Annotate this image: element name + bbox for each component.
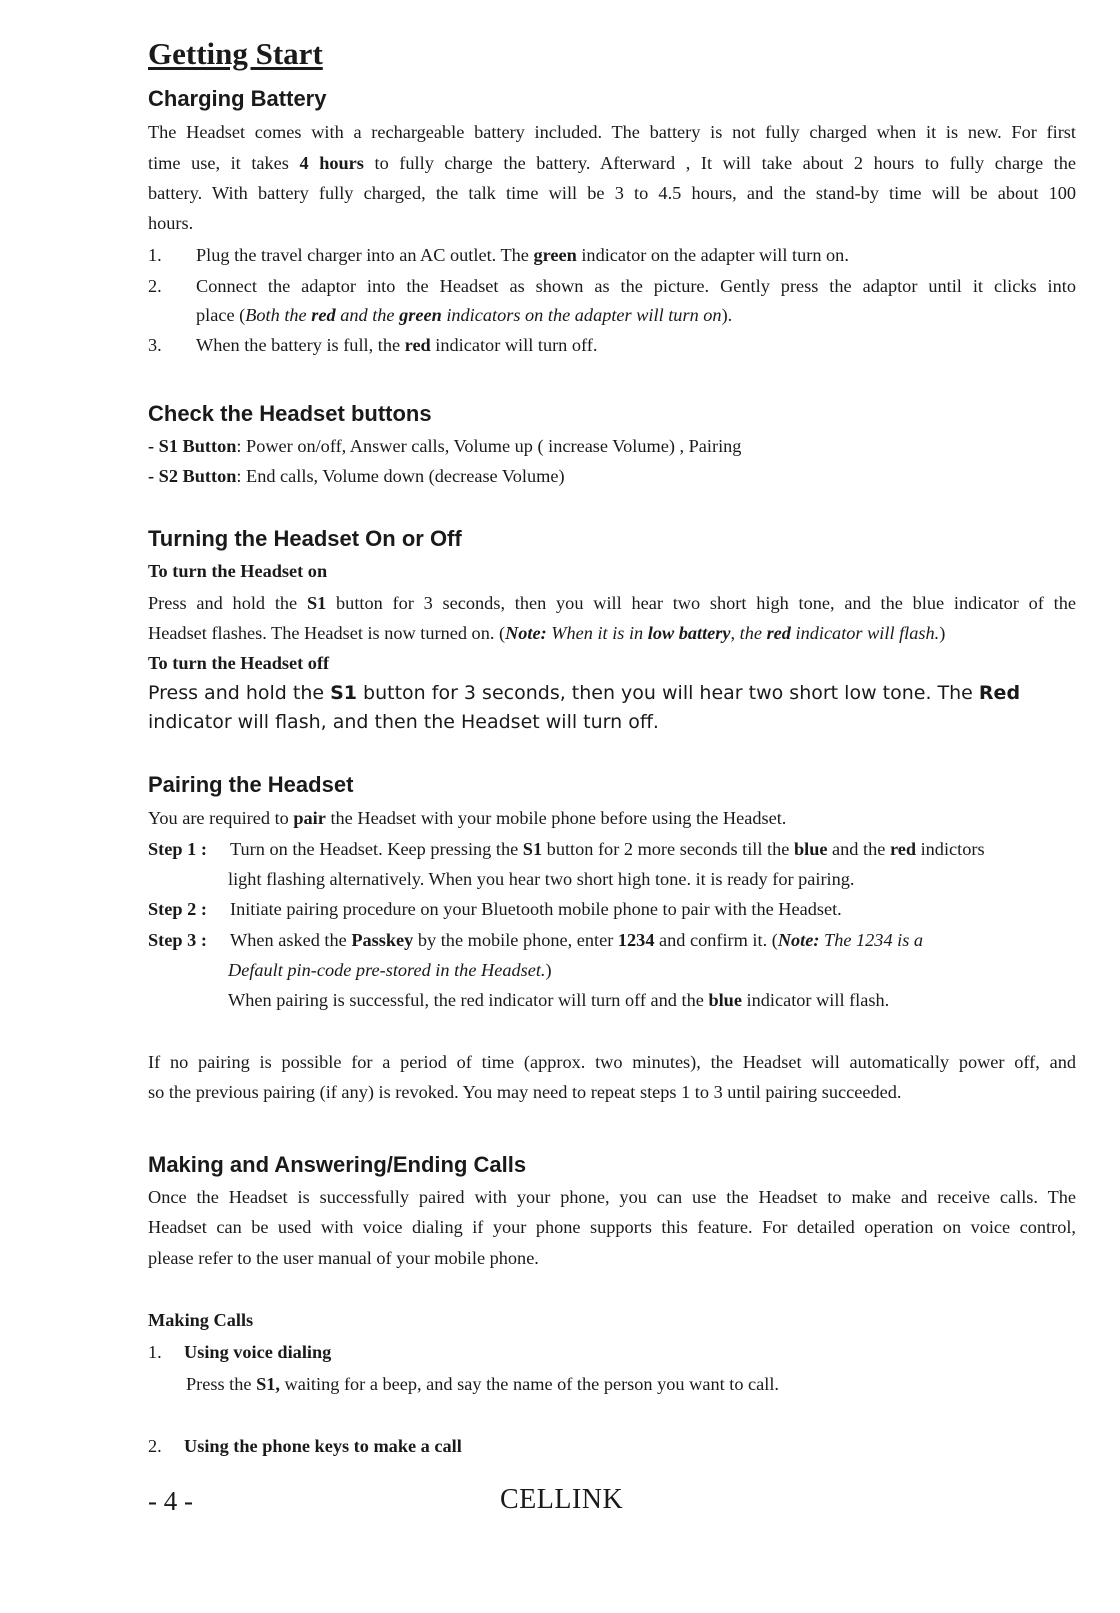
- power-heading: Turning the Headset On or Off: [148, 526, 462, 551]
- list-item-continuation: Press the S1, waiting for a beep, and say the name of the person you want to call.: [186, 1374, 779, 1394]
- making-calls-subheading: Making Calls: [148, 1310, 254, 1330]
- calls-paragraph-line: Once the Headset is successfully paired with your phone, you can use the Headset to make and receive calls. The: [148, 1187, 1076, 1207]
- page-title: Getting Start: [148, 36, 323, 71]
- brand-name: CELLINK: [500, 1484, 624, 1515]
- turn-on-line: Headset flashes. The Headset is now turned on. (Note: When it is in low battery, the red indicator will flash.): [148, 623, 946, 643]
- buttons-heading: Check the Headset buttons: [148, 401, 432, 426]
- turn-off-subheading: To turn the Headset off: [148, 653, 330, 673]
- charging-paragraph-line: time use, it takes 4 hours to fully charge the battery. Afterward , It will take about 2 hours to fully charge the: [148, 153, 1076, 173]
- charging-heading: Charging Battery: [148, 86, 327, 111]
- page-number: - 4 -: [148, 1486, 193, 1516]
- charging-paragraph-line: hours.: [148, 213, 194, 233]
- turn-off-line: Press and hold the S1 button for 3 seconds, then you will hear two short low tone. The Red: [148, 682, 1021, 704]
- charging-paragraph-line: battery. With battery fully charged, the talk time will be 3 to 4.5 hours, and the stand-by time will be about 100: [148, 183, 1076, 203]
- turn-on-line: Press and hold the S1 button for 3 seconds, then you will hear two short high tone, and the blue indicator of the: [148, 593, 1076, 613]
- calls-heading: Making and Answering/Ending Calls: [148, 1152, 527, 1177]
- pairing-step-continuation: Default pin-code pre-stored in the Headset.): [228, 960, 552, 980]
- list-item: 3. When the battery is full, the red indicator will turn off.: [148, 335, 598, 355]
- s2-button-description: - S2 Button: End calls, Volume down (decrease Volume): [148, 466, 565, 486]
- list-item: 1. Using voice dialing: [148, 1342, 332, 1362]
- pairing-step: Step 3 : When asked the Passkey by the mobile phone, enter 1234 and confirm it. (Note: The 1234 is a: [148, 930, 924, 950]
- charging-paragraph-line: The Headset comes with a rechargeable battery included. The battery is not fully charged when it is new. For first: [148, 122, 1076, 142]
- list-item: 2. Using the phone keys to make a call: [148, 1436, 462, 1456]
- pairing-intro: You are required to pair the Headset with your mobile phone before using the Headset.: [148, 808, 787, 828]
- pairing-note-line: so the previous pairing (if any) is revoked. You may need to repeat steps 1 to 3 until pairing succeeded.: [148, 1082, 902, 1102]
- pairing-step: Step 1 : Turn on the Headset. Keep pressing the S1 button for 2 more seconds till the blue and the red indictors: [148, 839, 985, 859]
- pairing-step-continuation: When pairing is successful, the red indicator will turn off and the blue indicator will flash.: [228, 990, 890, 1010]
- turn-off-line: indicator will flash, and then the Headset will turn off.: [148, 711, 659, 733]
- s1-button-description: - S1 Button: Power on/off, Answer calls, Volume up ( increase Volume) , Pairing: [148, 436, 742, 456]
- calls-paragraph-line: Headset can be used with voice dialing if your phone supports this feature. For detailed operation on voice control,: [148, 1217, 1076, 1237]
- pairing-step: Step 2 : Initiate pairing procedure on your Bluetooth mobile phone to pair with the Headset.: [148, 899, 842, 919]
- list-item-continuation: place (Both the red and the green indicators on the adapter will turn on).: [196, 305, 733, 325]
- calls-paragraph-line: please refer to the user manual of your mobile phone.: [148, 1248, 539, 1268]
- pairing-note-line: If no pairing is possible for a period of time (approx. two minutes), the Headset will automatically power off, and: [148, 1052, 1076, 1072]
- turn-on-subheading: To turn the Headset on: [148, 561, 328, 581]
- list-item: 2. Connect the adaptor into the Headset as shown as the picture. Gently press the adaptor until it clicks into: [148, 276, 1076, 296]
- pairing-step-continuation: light flashing alternatively. When you hear two short high tone. it is ready for pairing.: [228, 869, 855, 889]
- pairing-heading: Pairing the Headset: [148, 772, 354, 797]
- list-item: 1. Plug the travel charger into an AC outlet. The green indicator on the adapter will turn on.: [148, 245, 849, 265]
